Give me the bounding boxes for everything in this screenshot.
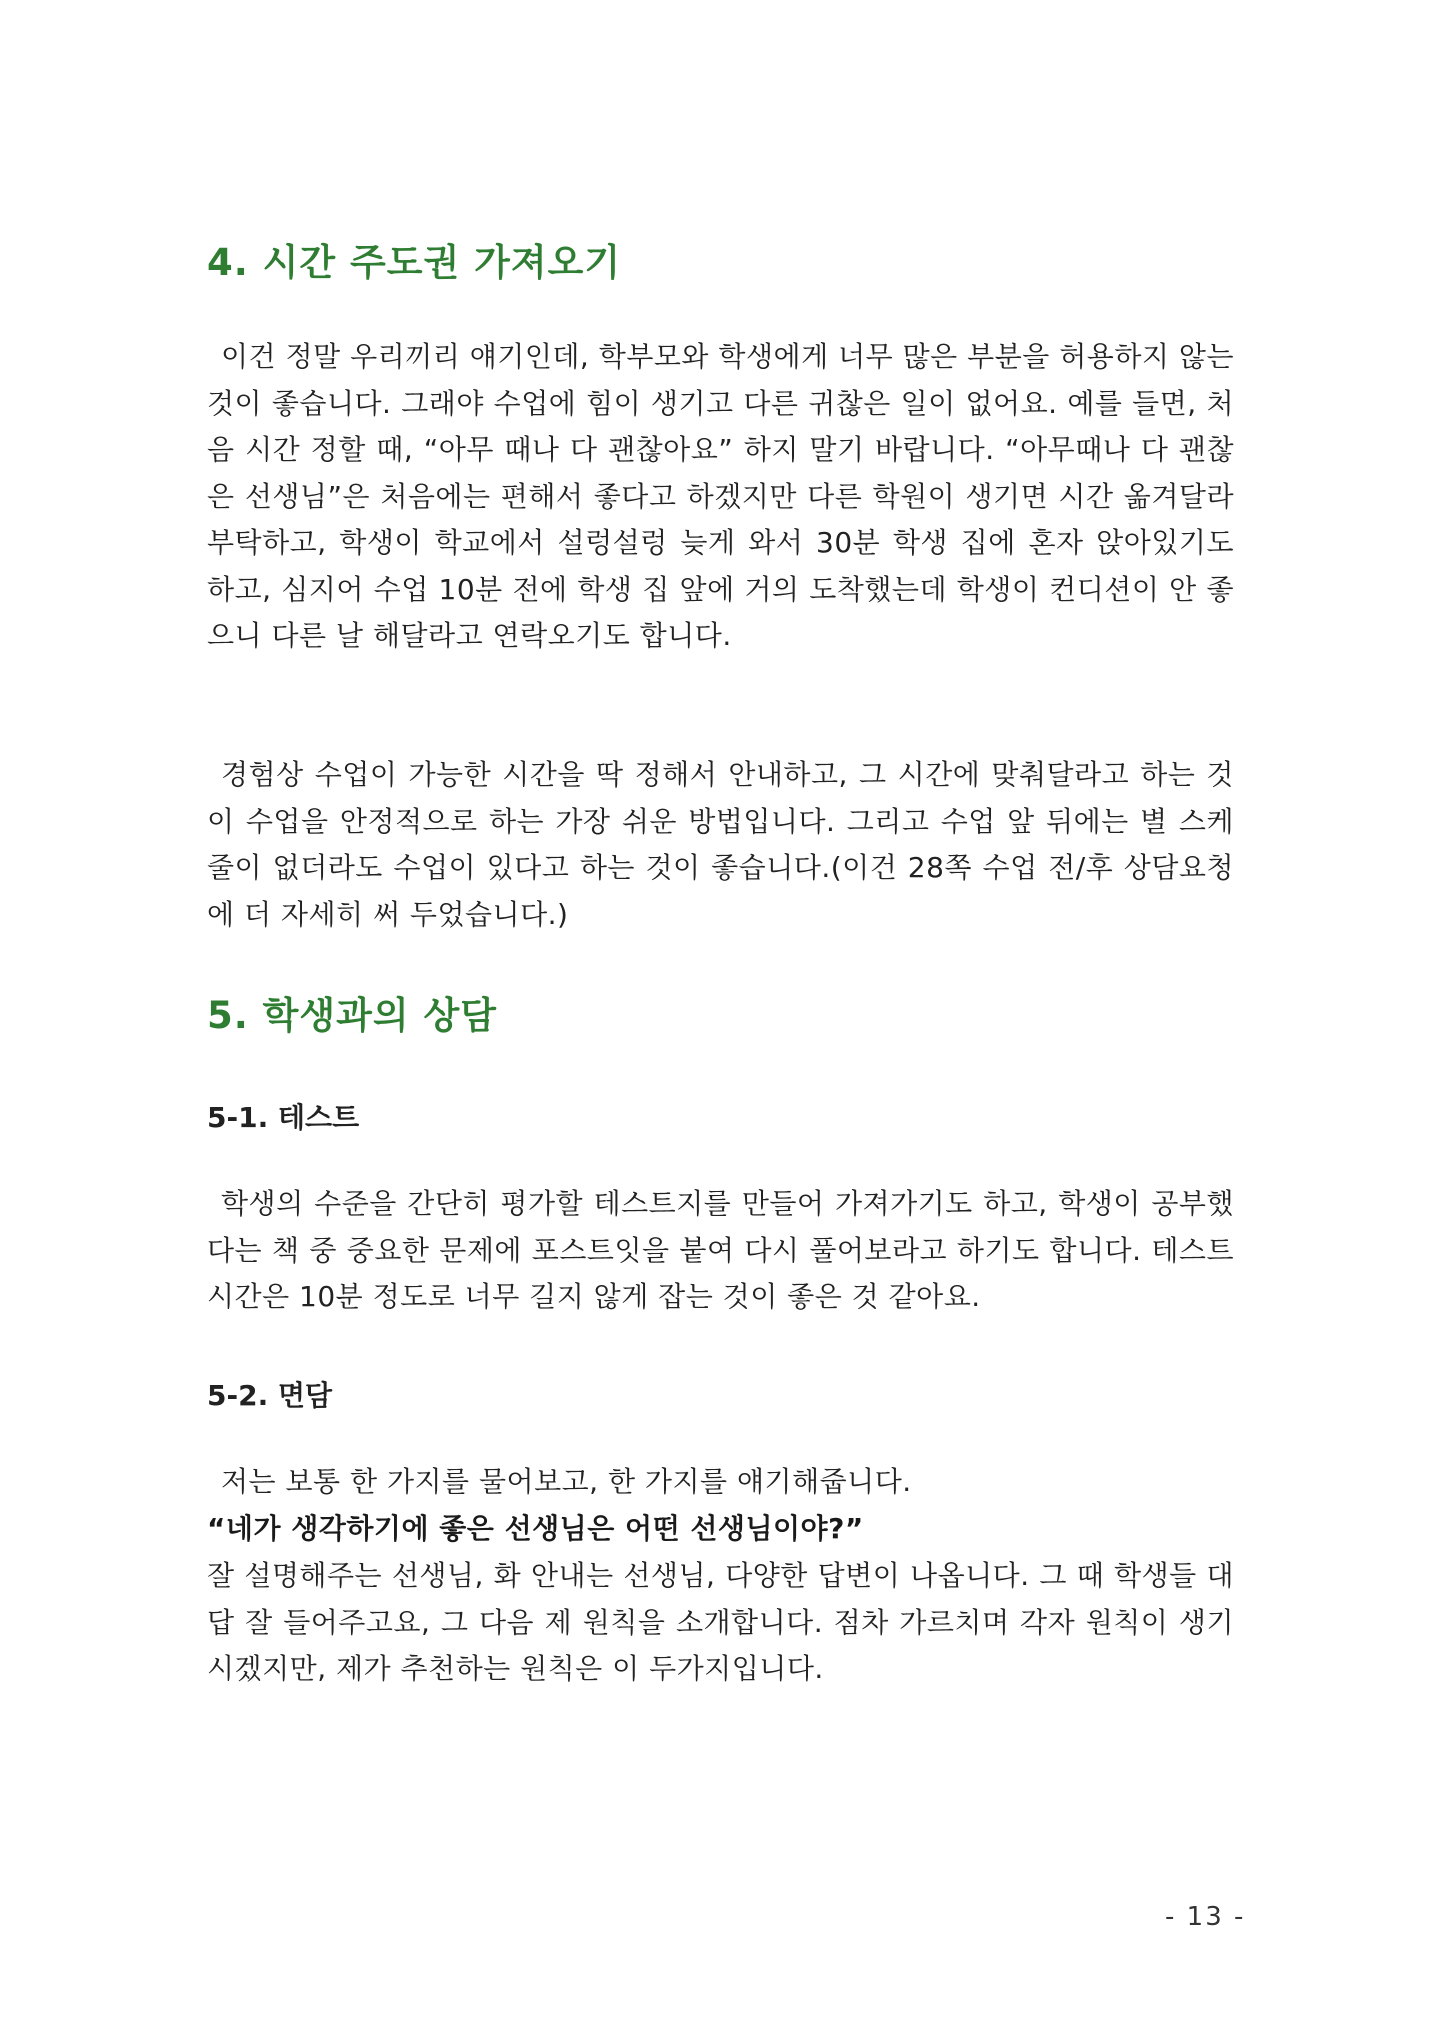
subsection-5-2-paragraph: 잘 설명해주는 선생님, 화 안내는 선생님, 다양한 답변이 나옵니다. 그 때 학생들 대답 잘 들어주고요, 그 다음 제 원칙을 소개합니다. 점차 가르치며 각자 원칙이 생기시겠지만, 제가 추천하는 원칙은 이 두가지입니다. (207, 1559, 1234, 1685)
section-4-paragraph-1: 이건 정말 우리끼리 얘기인데, 학부모와 학생에게 너무 많은 부분을 허용하지 않는 것이 좋습니다. 그래야 수업에 힘이 생기고 다른 귀찮은 일이 없어요. 예를 들면, 처음 시간 정할 때, “아무 때나 다 괜찮아요” 하지 말기 바랍니다. “아무때나 다 괜찮은 선생님”은 처음에는 편해서 좋다고 하겠지만 다른 학원이 생기면 시간 옮겨달라 부탁하고, 학생이 학교에서 설렁설렁 늦게 와서 30분 학생 집에 혼자 앉아있기도 하고, 심지어 수업 10분 전에 학생 집 앞에 거의 도착했는데 학생이 컨디션이 안 좋으니 다른 날 해달라고 연락오기도 합니다. (207, 340, 1234, 652)
subsection-5-2-intro: 저는 보통 한 가지를 물어보고, 한 가지를 얘기해줍니다. (221, 1465, 912, 1498)
subsection-5-2-heading: 5-2. 면담 (207, 1379, 333, 1412)
subsection-5-1-heading: 5-1. 테스트 (207, 1101, 360, 1134)
section-4-paragraph-2: 경험상 수업이 가능한 시간을 딱 정해서 안내하고, 그 시간에 맞춰달라고 하는 것이 수업을 안정적으로 하는 가장 쉬운 방법입니다. 그리고 수업 앞 뒤에는 별 스케줄이 없더라도 수업이 있다고 하는 것이 좋습니다.(이건 28쪽 수업 전/후 상담요청에 더 자세히 써 두었습니다.) (207, 758, 1234, 931)
page-number: - 13 - (1165, 1902, 1246, 1932)
subsection-5-2-question: “네가 생각하기에 좋은 선생님은 어떤 선생님이야?” (207, 1512, 864, 1545)
section-5-heading: 5. 학생과의 상담 (207, 994, 498, 1037)
subsection-5-1-paragraph: 학생의 수준을 간단히 평가할 테스트지를 만들어 가져가기도 하고, 학생이 공부했다는 책 중 중요한 문제에 포스트잇을 붙여 다시 풀어보라고 하기도 합니다. 테스트 시간은 10분 정도로 너무 길지 않게 잡는 것이 좋은 것 같아요. (207, 1187, 1234, 1313)
section-4-heading: 4. 시간 주도권 가져오기 (207, 241, 622, 284)
